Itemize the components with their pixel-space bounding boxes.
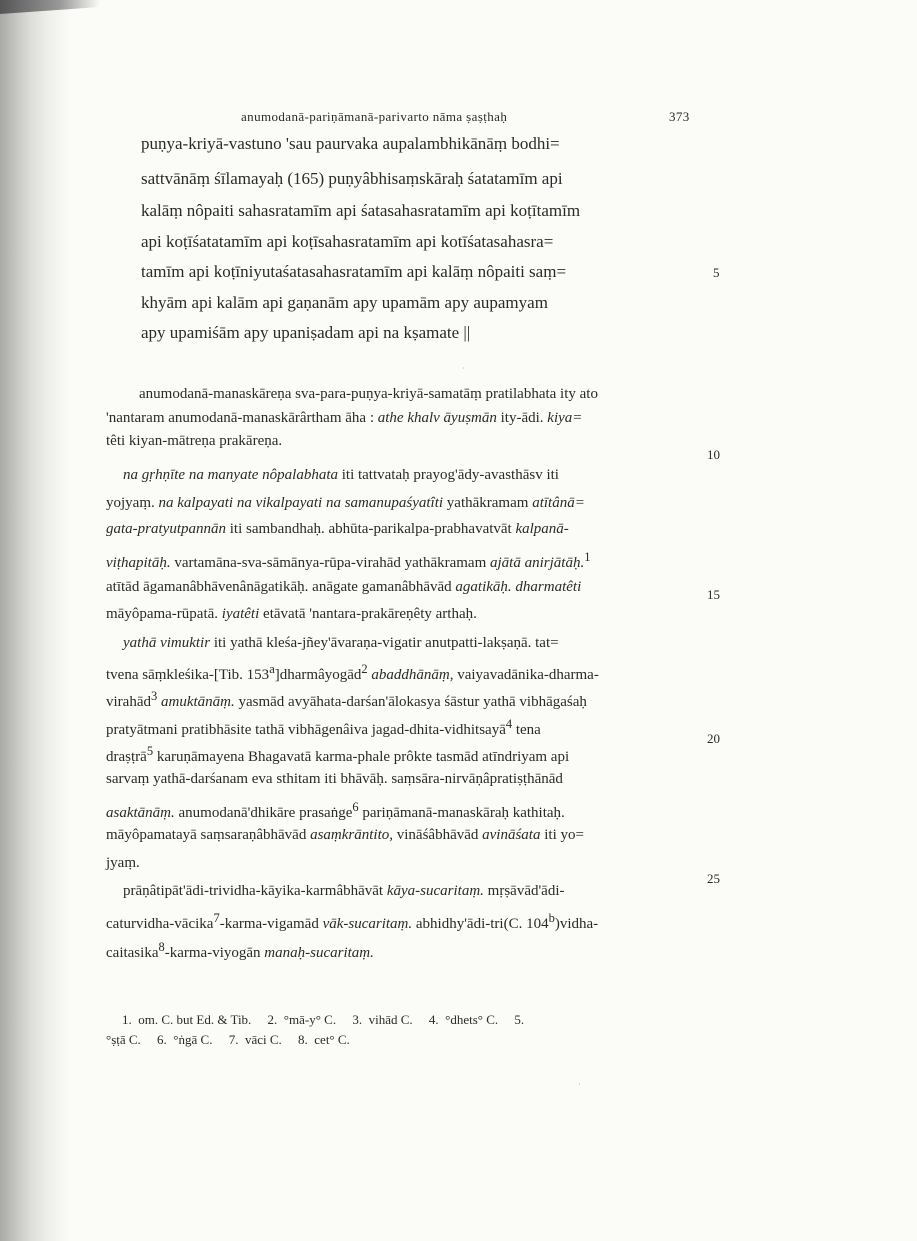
line-number: 25 [707, 871, 720, 886]
line-number: 5 [713, 265, 720, 280]
page-number: 373 [669, 109, 690, 124]
text-line: māyôpama-rūpatā. iyatêti etāvatā 'nantara-prakāreṇêty arthaḥ. [106, 606, 477, 622]
text-line: viṭhapitāḥ. vartamāna-sva-sāmānya-rūpa-virahād yathākramam ajātā anirjātāḥ.$^1$ [106, 550, 591, 571]
text-line: atītād āgamanâbhāvenânāgatikāḥ. anāgate gamanâbhāvād agatikāḥ. dharmatêti [106, 579, 582, 595]
print-speck: · [578, 1080, 581, 1089]
text-line: virahād$^3$ amuktānāṃ. yasmād avyāhata-darśan'ālokasya śāstur yathā vibhāgaśaḥ [106, 689, 587, 710]
text-line: draṣṭrā$^5$ karuṇāmayena Bhagavatā karma-phale prôkte tasmād atīndriyam api [106, 744, 570, 765]
book-binding-shadow [0, 0, 70, 1241]
text-line: apy upamiśām apy upaniṣadam api na kṣamate || [141, 323, 471, 342]
text-line: caturvidha-vācika$^7$-karma-vigamād vāk-sucaritaṃ. abhidhy'ādi-tri(C. 104$^b$)vidha- [106, 911, 599, 932]
text-line: têti kiyan-mātreṇa prakāreṇa. [106, 433, 283, 449]
text-line: na gṛhṇīte na manyate nôpalabhata iti tattvataḥ prayog'ādy-avasthāsv iti [123, 467, 559, 483]
text-line: kalāṃ nôpaiti sahasratamīm api śatasahasratamīm api koṭītamīm [141, 201, 581, 220]
text-line: jyaṃ. [106, 855, 140, 871]
text-line: yojyaṃ. na kalpayati na vikalpayati na samanupaśyatîti yathākramam atītânā= [106, 495, 585, 511]
text-line: yathā vimuktir iti yathā kleśa-jñey'āvaraṇa-vigatir anutpatti-lakṣaṇā. tat= [123, 635, 559, 651]
print-speck: · [462, 364, 465, 373]
text-line: sattvānāṃ śīlamayaḥ (165) puṇyâbhisaṃskāraḥ śatatamīm api [141, 169, 563, 188]
line-number: 20 [707, 731, 720, 746]
text-line: puṇya-kriyā-vastuno 'sau paurvaka aupalambhikānāṃ bodhi= [141, 134, 560, 153]
text-line: anumodanā-manaskāreṇa sva-para-puṇya-kriyā-samatāṃ pratilabhata ity ato [139, 386, 598, 402]
text-line: asaktānāṃ. anumodanā'dhikāre prasaṅge$^6$ pariṇāmanā-manaskāraḥ kathitaḥ. [106, 800, 565, 821]
text-line: prāṇâtipāt'ādi-trividha-kāyika-karmâbhāvāt kāya-sucaritaṃ. mṛṣāvād'ādi- [123, 883, 565, 899]
text-line: api koṭīśatatamīm api koṭīsahasratamīm api kotīśatasahasra= [141, 232, 554, 251]
text-line: māyôpamatayā saṃsaraṇâbhāvād asaṃkrāntito, vināśâbhāvād avināśata iti yo= [106, 827, 584, 843]
text-line: sarvaṃ yathā-darśanam eva sthitam iti bhāvāḥ. saṃsāra-nirvāṇâpratiṣṭhānād [106, 771, 563, 787]
text-line: gata-pratyutpannān iti sambandhaḥ. abhūta-parikalpa-prabhavatvāt kalpanā- [106, 521, 569, 537]
text-line: khyām api kalām api gaṇanām apy upamām apy aupamyam [141, 293, 548, 312]
text-line: tamīm api koṭīniyutaśatasahasratamīm api kalāṃ nôpaiti saṃ= [141, 262, 567, 281]
footnote-line: 1. om. C. but Ed. & Tib. 2. °mā-y° C. 3. vihād C. 4. °dhets° C. 5. [122, 1012, 525, 1027]
running-title: anumodanā-pariṇāmanā-parivarto nāma ṣaṣṭhaḥ [241, 109, 508, 124]
line-number: 15 [707, 587, 720, 602]
text-line: caitasika$^8$-karma-viyogān manaḥ-sucaritaṃ. [106, 940, 374, 961]
text-line: 'nantaram anumodanā-manaskārârtham āha : athe khalv āyuṣmān ity-ādi. kiya= [106, 410, 583, 426]
line-number: 10 [707, 447, 720, 462]
text-line: tvena sāṃkleśika-[Tib. 153$^a$]dharmâyogād$^2$ abaddhānāṃ, vaiyavadānika-dharma- [106, 662, 599, 683]
text-line: pratyātmani pratibhāsite tathā vibhāgenâiva jagad-dhita-vidhitsayā$^4$ tena [106, 717, 541, 738]
footnote-line: °ṣṭā C. 6. °ṅgā C. 7. vāci C. 8. cet° C. [106, 1032, 350, 1047]
